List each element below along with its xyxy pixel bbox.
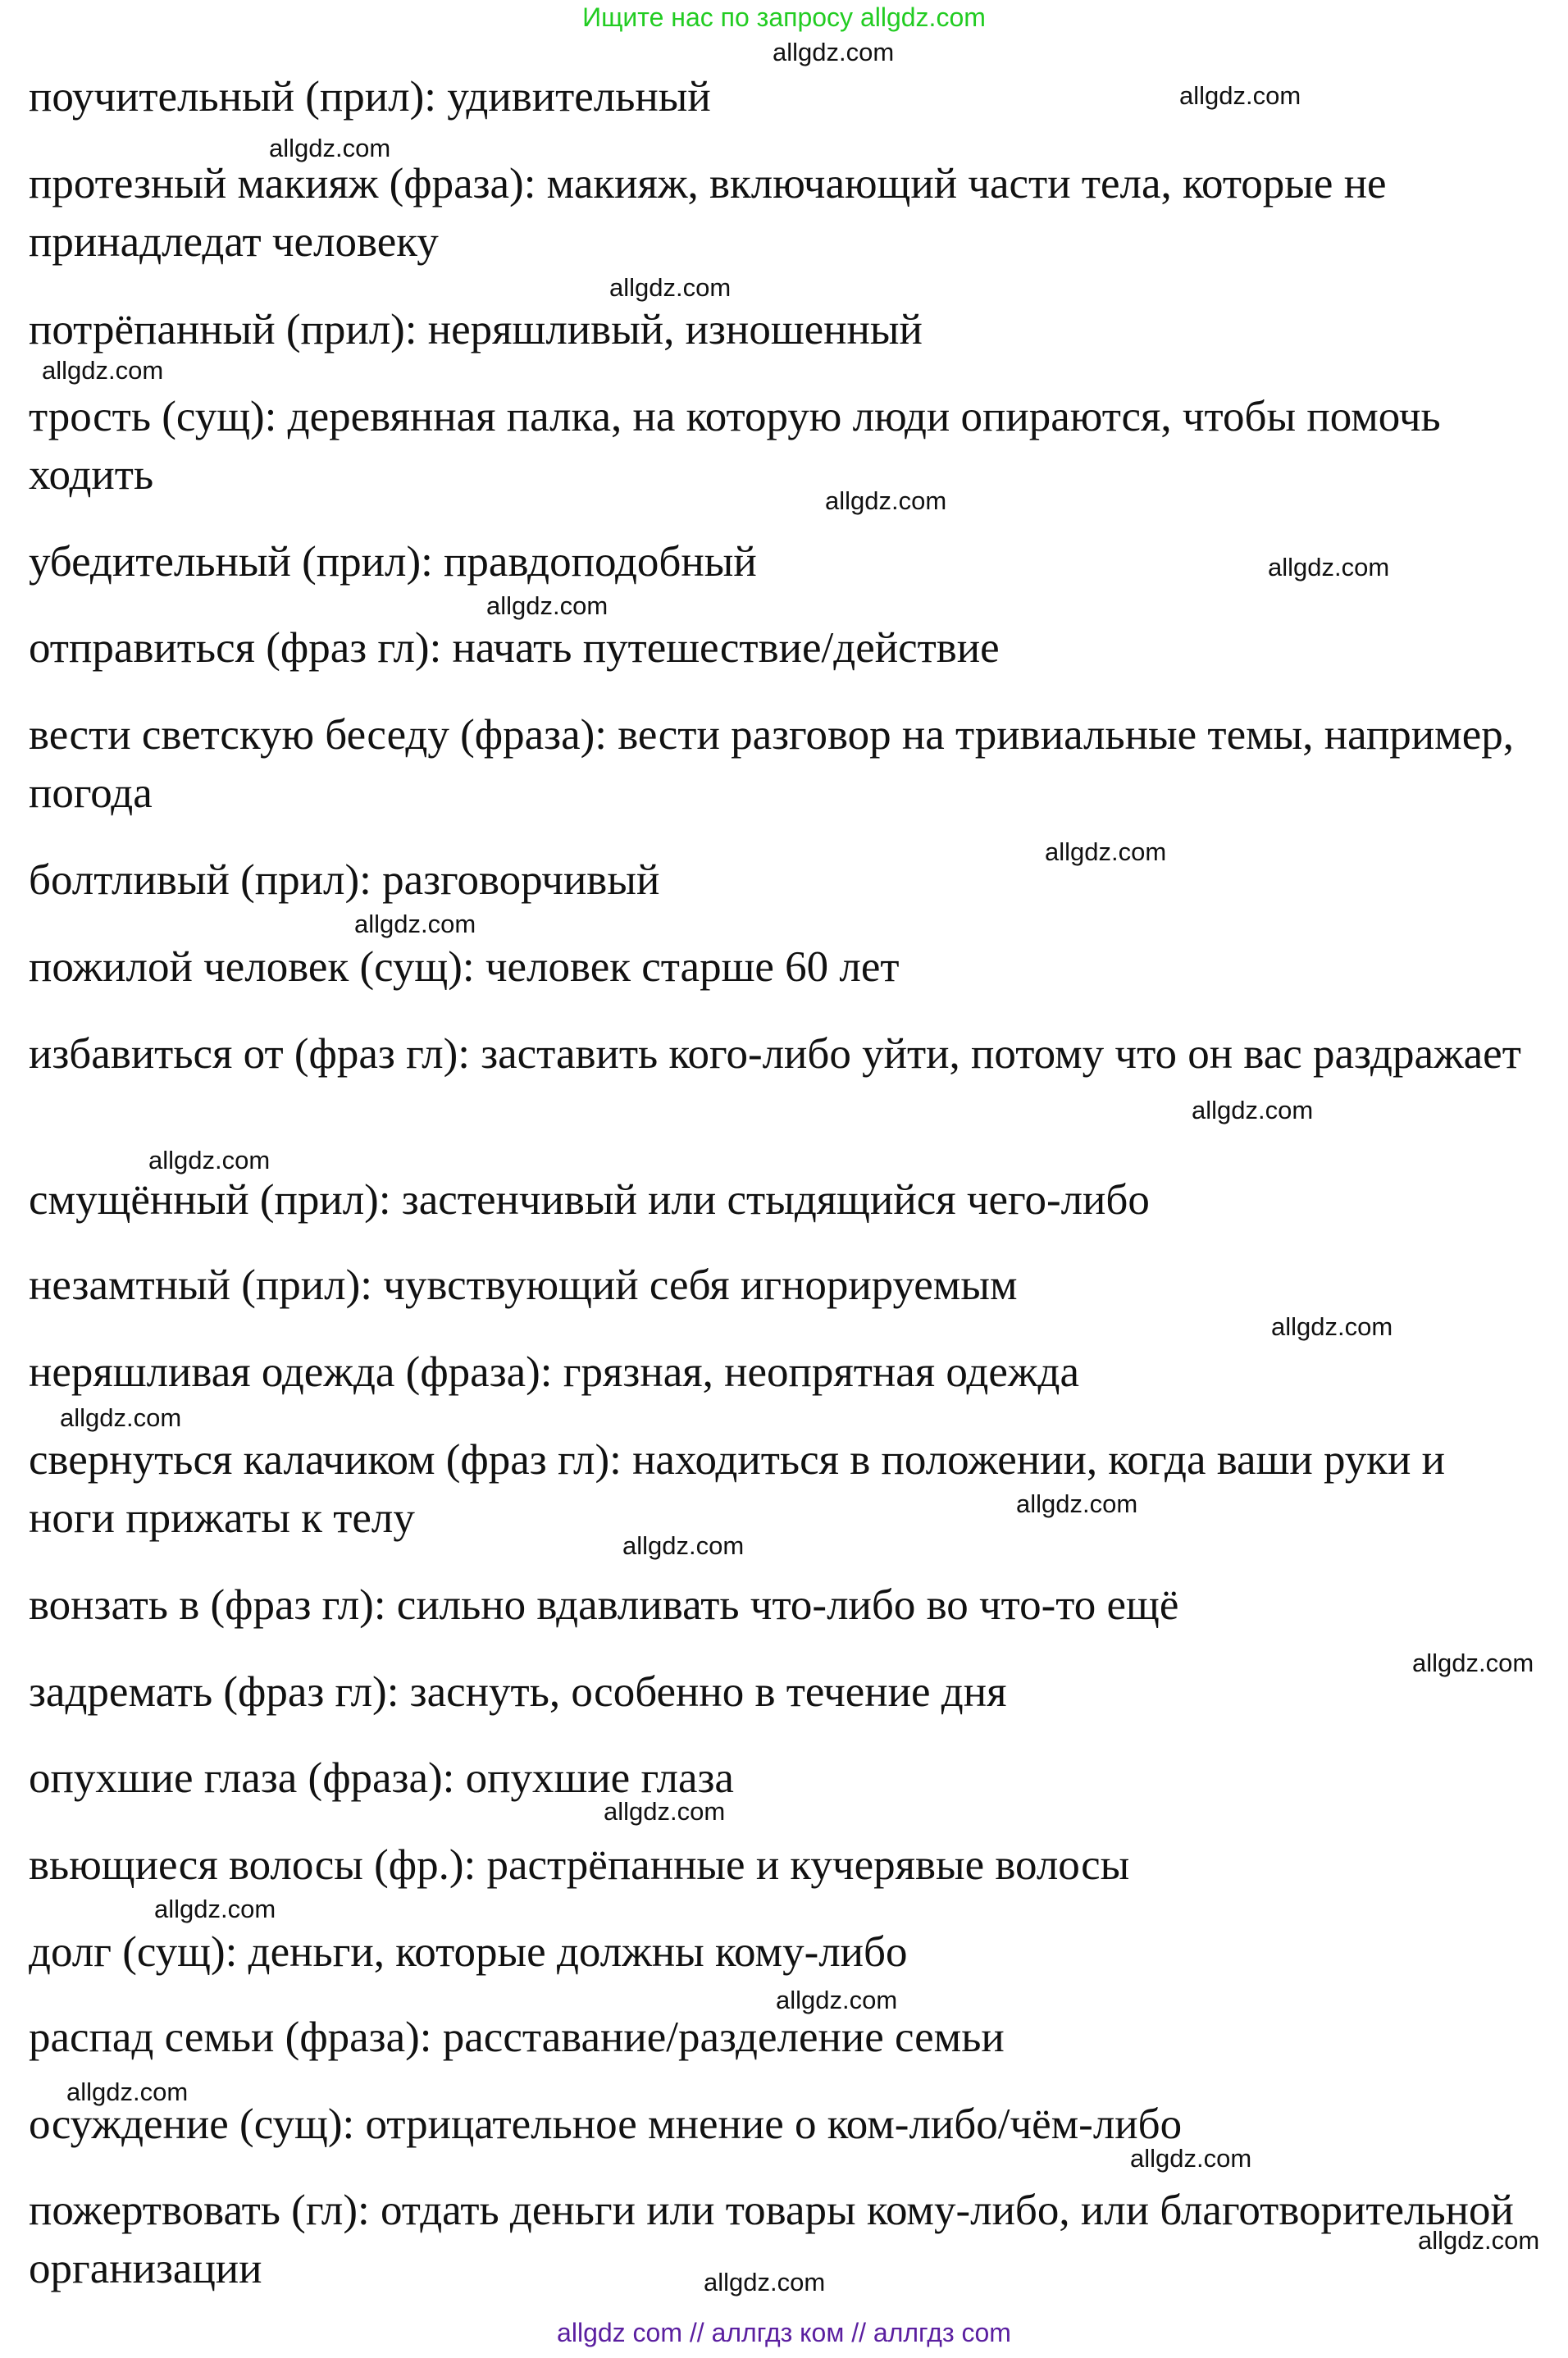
watermark-text: allgdz.com: [604, 1797, 726, 1826]
watermark-text: allgdz.com: [776, 1986, 898, 2014]
footer-banner[interactable]: allgdz com // аллгдз ком // аллгдз com: [557, 2318, 1011, 2347]
watermark-text: allgdz.com: [1412, 1649, 1534, 1677]
watermark-text: allgdz.com: [486, 591, 609, 620]
watermark-text: allgdz.com: [609, 273, 732, 302]
glossary-entry: избавиться от (фраз гл): заставить кого-либо уйти, потому что он вас раздражает: [29, 1030, 1521, 1078]
watermark-text: allgdz.com: [1192, 1096, 1314, 1124]
glossary-entry: задремать (фраз гл): заснуть, особенно в течение дня: [29, 1668, 1007, 1716]
glossary-entry: протезный макияж (фраза): макияж, включающий части тела, которые не принадледат человеку: [29, 160, 1387, 266]
watermark-text: allgdz.com: [825, 486, 947, 515]
glossary-entry: опухшие глаза (фраза): опухшие глаза: [29, 1754, 734, 1802]
glossary-entry: долг (сущ): деньги, которые должны кому-либо: [29, 1928, 908, 1976]
watermark-text: allgdz.com: [154, 1895, 276, 1923]
watermark-text: allgdz.com: [60, 1403, 182, 1432]
watermark-text: allgdz.com: [1016, 1489, 1138, 1518]
watermark-text: allgdz.com: [66, 2078, 189, 2106]
watermark-text: allgdz.com: [42, 356, 164, 385]
watermark-text: allgdz.com: [1130, 2144, 1252, 2173]
glossary-entry: свернуться калачиком (фраз гл): находиться в положении, когда ваши руки и ноги прижаты к телу: [29, 1436, 1446, 1542]
watermark-text: allgdz.com: [622, 1531, 745, 1560]
glossary-entry: смущённый (прил): застенчивый или стыдящийся чего-либо: [29, 1176, 1150, 1224]
glossary-entry: потрёпанный (прил): неряшливый, изношенный: [29, 306, 923, 353]
glossary-entry: неряшливая одежда (фраза): грязная, неопрятная одежда: [29, 1348, 1079, 1396]
watermark-text: allgdz.com: [1418, 2226, 1540, 2255]
glossary-entry: распад семьи (фраза): расставание/разделение семьи: [29, 2014, 1005, 2061]
glossary-entry: осуждение (сущ): отрицательное мнение о ком-либо/чём-либо: [29, 2100, 1183, 2148]
watermark-text: allgdz.com: [148, 1146, 271, 1174]
watermark-text: allgdz.com: [1045, 837, 1167, 866]
glossary-entry: вонзать в (фраз гл): сильно вдавливать что-либо во что-то ещё: [29, 1581, 1179, 1629]
glossary-entry: убедительный (прил): правдоподобный: [29, 538, 757, 586]
header-banner[interactable]: Ищите нас по запросу allgdz.com: [582, 2, 986, 32]
glossary-entry: поучительный (прил): удивительный: [29, 73, 711, 121]
glossary-entry: вести светскую беседу (фраза): вести разговор на тривиальные темы, например, погода: [29, 711, 1514, 817]
glossary-entry: болтливый (прил): разговорчивый: [29, 856, 660, 904]
watermark-text: allgdz.com: [1268, 553, 1390, 582]
glossary-entry: отправиться (фраз гл): начать путешествие/действие: [29, 624, 1000, 672]
watermark-text: allgdz.com: [1179, 81, 1301, 110]
watermark-text: allgdz.com: [354, 910, 476, 938]
watermark-text: allgdz.com: [773, 38, 895, 66]
glossary-entry: трость (сущ): деревянная палка, на которую люди опираются, чтобы помочь ходить: [29, 393, 1441, 499]
watermark-text: allgdz.com: [269, 134, 391, 162]
watermark-text: allgdz.com: [1271, 1312, 1393, 1341]
glossary-entry: пожилой человек (сущ): человек старше 60 лет: [29, 943, 900, 991]
glossary-entry: незамтный (прил): чувствующий себя игнорируемым: [29, 1261, 1018, 1309]
glossary-entry: пожертвовать (гл): отдать деньги или товары кому-либо, или благотворительной организации: [29, 2187, 1514, 2292]
glossary-entry: вьющиеся волосы (фр.): растрёпанные и кучерявые волосы: [29, 1841, 1130, 1889]
watermark-text: allgdz.com: [704, 2268, 826, 2296]
